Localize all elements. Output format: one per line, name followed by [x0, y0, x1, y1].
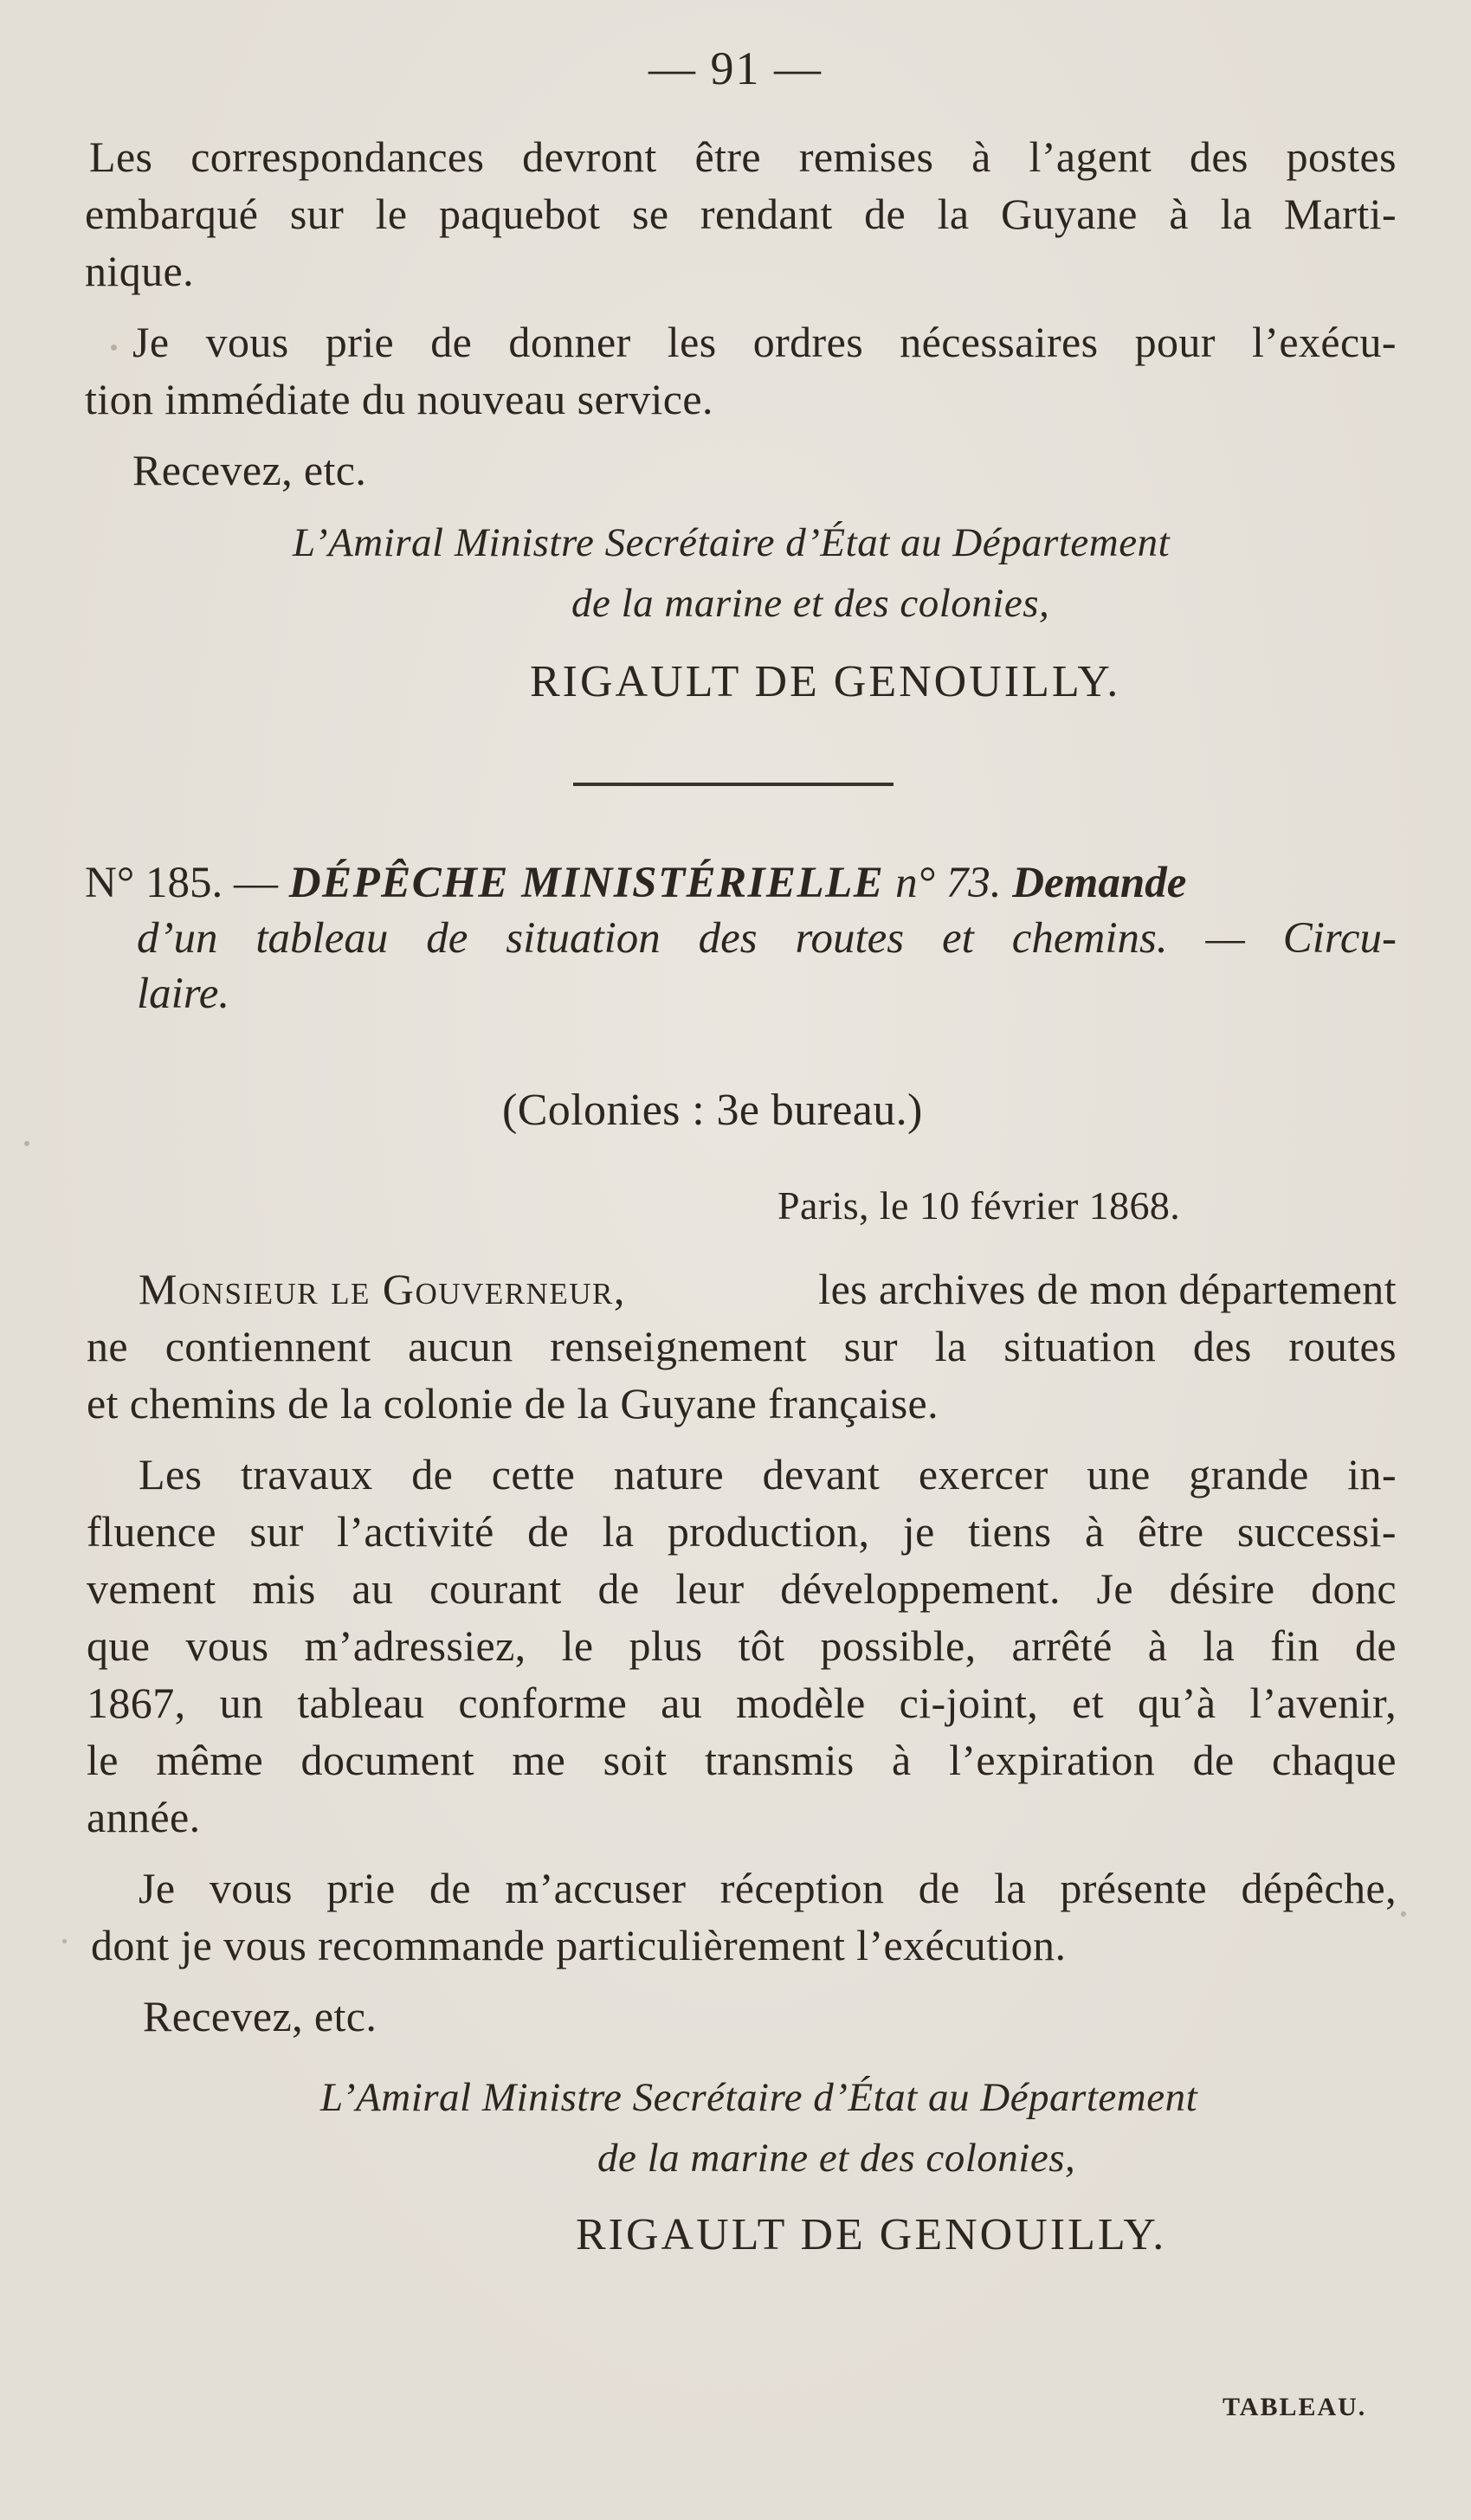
- page-number: — 91 —: [648, 42, 823, 94]
- para2-line2: tion immédiate du nouveau service.: [85, 375, 713, 423]
- para4-line6: le même document me soit transmis à l’expiration de chaque: [87, 1736, 1397, 1784]
- signature2-title: L’Amiral Ministre Secrétaire d’État au Département: [320, 2075, 1198, 2120]
- signature1-title: L’Amiral Ministre Secrétaire d’État au Département: [293, 520, 1171, 565]
- para2-line1: Je vous prie de donner les ordres nécessaires pour l’exécu-: [132, 318, 1397, 366]
- paper-speck: [62, 1939, 67, 1943]
- para3-line1: [139, 1260, 1397, 1318]
- para4-line1: Les travaux de cette nature devant exercer une grande in-: [139, 1450, 1397, 1498]
- para4-line2: fluence sur l’activité de la production, je tiens à être successi-: [87, 1507, 1397, 1556]
- para1-line3: nique.: [85, 247, 194, 295]
- para3-line3: et chemins de la colonie de la Guyane française.: [87, 1379, 939, 1428]
- catchword: TABLEAU.: [1223, 2393, 1367, 2421]
- para3-line1-text: les archives de mon département: [818, 1265, 1397, 1313]
- paper-speck: [111, 345, 117, 351]
- para4-line3: vement mis au courant de leur développement. Je désire donc: [87, 1564, 1397, 1613]
- recevez-2: Recevez, etc.: [143, 1992, 377, 2040]
- para5-line2: dont je vous recommande particulièrement l’exécution.: [91, 1921, 1067, 1969]
- dateline: Paris, le 10 février 1868.: [777, 1183, 1181, 1228]
- signature1-department: de la marine et des colonies,: [571, 581, 1050, 626]
- office-bureau: (Colonies : 3e bureau.): [502, 1086, 923, 1135]
- section-divider: [573, 783, 894, 786]
- para3-line2: ne contiennent aucun renseignement sur la situation des routes: [87, 1322, 1397, 1370]
- para4-line5: 1867, un tableau conforme au modèle ci-joint, et qu’à l’avenir,: [87, 1679, 1397, 1727]
- paper-speck: [1401, 1911, 1406, 1917]
- dispatch-heading-line1: [85, 855, 1186, 911]
- dispatch-subject-line3: laire.: [137, 970, 230, 1018]
- signature2-department: de la marine et des colonies,: [597, 2136, 1076, 2181]
- dispatch-subject-line2: d’un tableau de situation des routes et chemins. — Circu-: [137, 914, 1397, 963]
- para1-line2: embarqué sur le paquebot se rendant de la Guyane à la Marti-: [85, 190, 1397, 238]
- salutation: Monsieur le Gouverneur,: [139, 1265, 626, 1313]
- dispatch-subject-start: Demande: [1012, 859, 1187, 907]
- paper-speck: [24, 1141, 29, 1146]
- dispatch-title-number: n° 73.: [895, 859, 1002, 907]
- para4-line7: année.: [87, 1793, 201, 1841]
- signature1-name: RIGAULT DE GENOUILLY.: [530, 657, 1121, 706]
- dispatch-number: N° 185. —: [85, 859, 278, 907]
- para4-line4: que vous m’adressiez, le plus tôt possible, arrêté à la fin de: [87, 1621, 1397, 1670]
- para1-line1: Les correspondances devront être remises à l’agent des postes: [89, 132, 1397, 181]
- recevez-1: Recevez, etc.: [132, 446, 367, 494]
- para5-line1: Je vous prie de m’accuser réception de la présente dépêche,: [139, 1864, 1397, 1912]
- signature2-name: RIGAULT DE GENOUILLY.: [576, 2210, 1167, 2259]
- dispatch-title: DÉPÊCHE MINISTÉRIELLE: [288, 859, 885, 907]
